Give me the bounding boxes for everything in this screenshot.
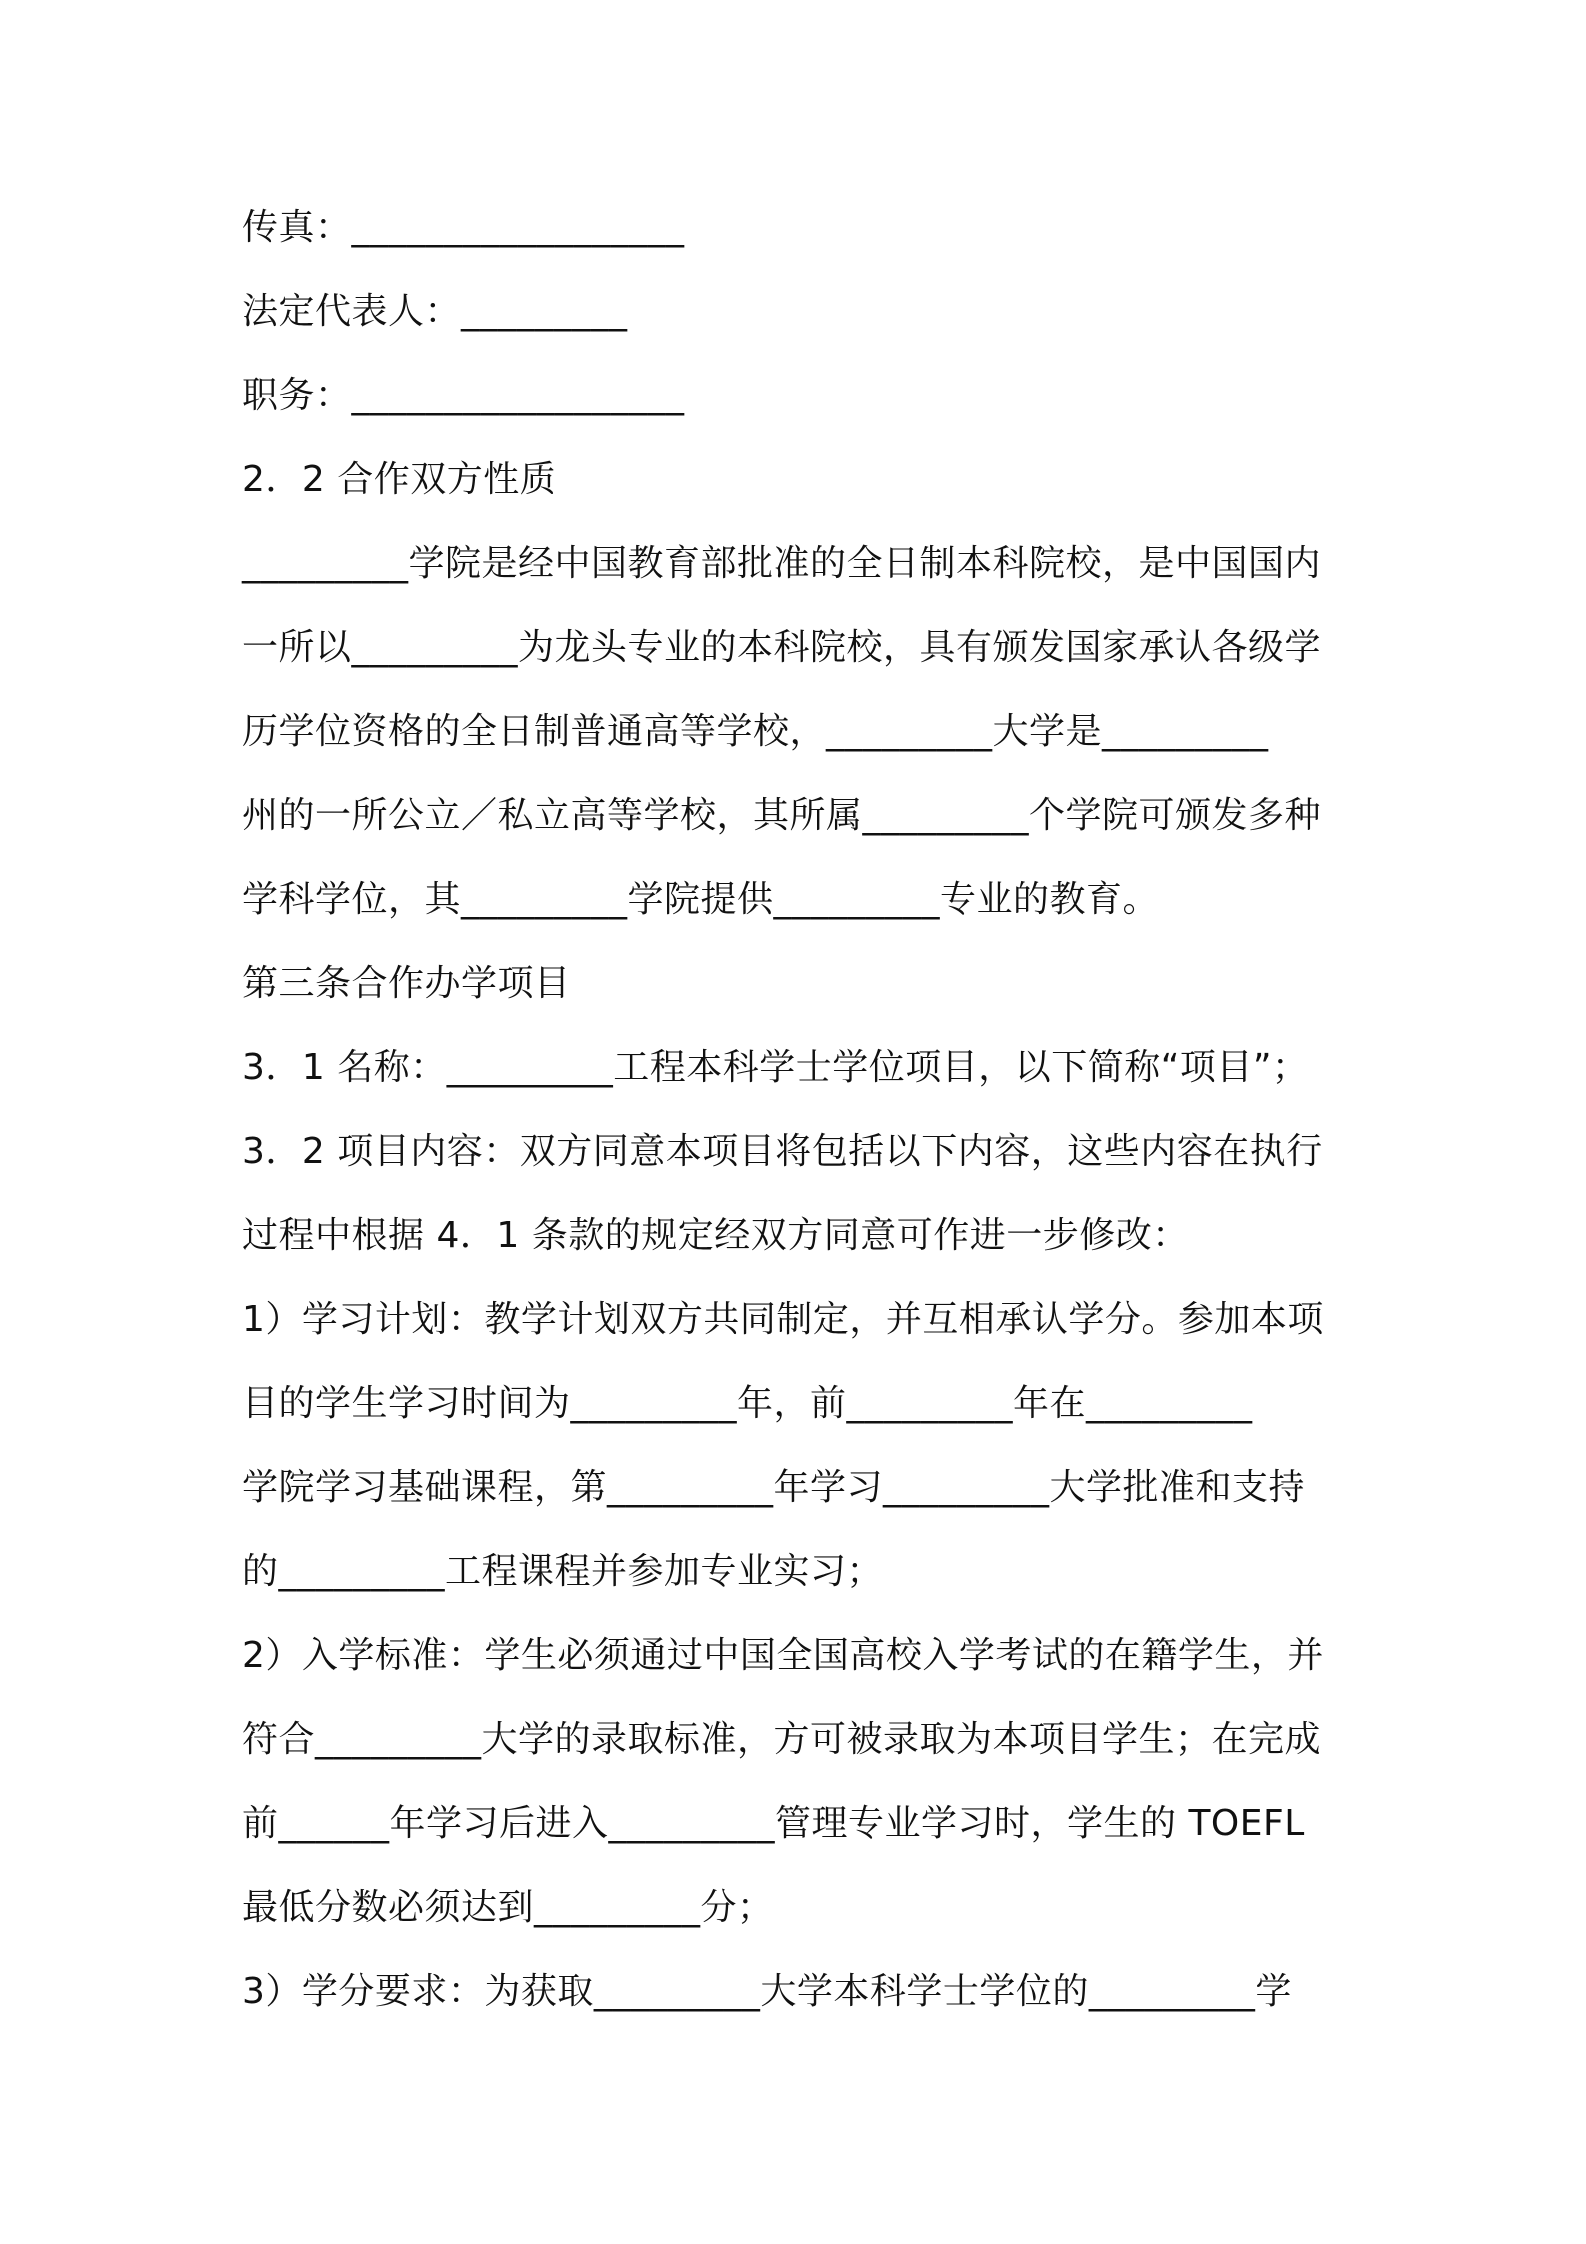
paragraph-line: 1）学习计划：教学计划双方共同制定，并互相承认学分。参加本项	[242, 1299, 1324, 1340]
paragraph-line: 前______年学习后进入_________管理专业学习时，学生的 TOEFL	[242, 1803, 1305, 1844]
paragraph-line: _________学院是经中国教育部批准的全日制本科院校，是中国国内	[242, 543, 1322, 584]
paragraph-line: 学科学位，其_________学院提供_________专业的教育。	[242, 879, 1160, 920]
paragraph-line: 过程中根据 4．1 条款的规定经双方同意可作进一步修改：	[242, 1215, 1189, 1256]
legal-representative-field: 法定代表人：_________	[242, 291, 628, 332]
paragraph-line: 最低分数必须达到_________分；	[242, 1887, 774, 1928]
paragraph-line: 的_________工程课程并参加专业实习；	[242, 1551, 884, 1592]
paragraph-line: 2）入学标准：学生必须通过中国全国高校入学考试的在籍学生，并	[242, 1635, 1324, 1676]
position-field: 职务：__________________	[242, 375, 685, 416]
paragraph-line: 州的一所公立／私立高等学校，其所属_________个学院可颁发多种	[242, 795, 1322, 836]
paragraph-line: 3）学分要求：为获取_________大学本科学士学位的_________学	[242, 1971, 1292, 2012]
paragraph-line: 学院学习基础课程，第_________年学习_________大学批准和支持	[242, 1467, 1306, 1508]
paragraph-line: 一所以_________为龙头专业的本科院校，具有颁发国家承认各级学	[242, 627, 1322, 668]
article-heading: 第三条合作办学项目	[242, 963, 571, 1004]
paragraph-line: 3．1 名称：_________工程本科学士学位项目，以下简称“项目”；	[242, 1047, 1309, 1088]
fax-field: 传真：__________________	[242, 207, 685, 248]
paragraph-line: 3．2 项目内容：双方同意本项目将包括以下内容，这些内容在执行	[242, 1131, 1323, 1172]
section-heading: 2．2 合作双方性质	[242, 459, 557, 500]
paragraph-line: 目的学生学习时间为_________年，前_________年在_________	[242, 1383, 1253, 1424]
paragraph-line: 历学位资格的全日制普通高等学校，_________大学是_________	[242, 711, 1269, 752]
paragraph-line: 符合_________大学的录取标准，方可被录取为本项目学生；在完成	[242, 1719, 1322, 1760]
